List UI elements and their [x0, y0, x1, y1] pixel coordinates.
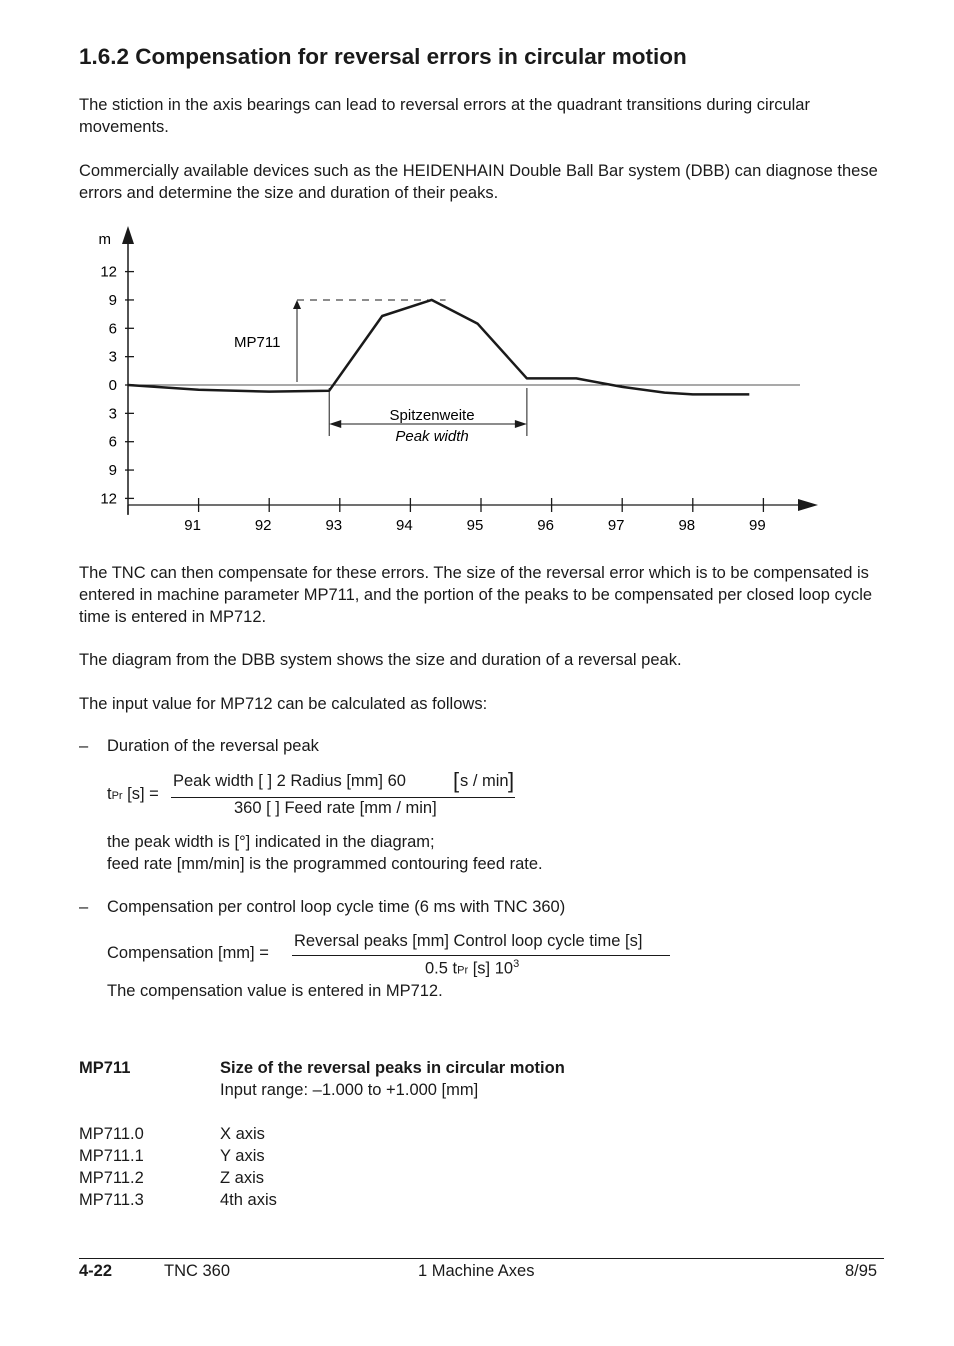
y-tick-label: 3	[108, 405, 117, 423]
x-tick-label: 98	[678, 517, 696, 534]
bullet-dash: –	[79, 898, 89, 916]
body-paragraph-5: The input value for MP712 can be calculated as follows:	[79, 695, 488, 713]
x-tick-label: 94	[396, 517, 413, 534]
peak-width-label-en: Peak width	[395, 428, 469, 445]
bullet-dash: –	[79, 737, 89, 755]
formula1-fraction-line	[171, 797, 515, 798]
peak-width-label-de: Spitzenweite	[389, 407, 475, 424]
reversal-error-line	[128, 300, 749, 395]
x-tick-label: 97	[607, 517, 625, 534]
formula2-lhs: Compensation [mm] =	[107, 944, 269, 962]
note-peak-width: the peak width is [°] indicated in the diagram;	[107, 833, 435, 851]
peak-width-arrow-right	[515, 420, 527, 428]
formula2-fraction-line	[292, 955, 670, 956]
reversal-peak-chart	[0, 0, 954, 560]
y-tick-label: 9	[108, 462, 117, 480]
footer-model: TNC 360	[164, 1262, 231, 1280]
formula1-denominator: 360 [ ] Feed rate [mm / min]	[234, 799, 437, 817]
formula1-lhs: tPr [s] =	[107, 785, 159, 803]
param-axis: Y axis	[220, 1147, 265, 1165]
mp711-annotation-label: MP711	[234, 334, 281, 351]
bullet-duration: Duration of the reversal peak	[107, 737, 319, 755]
y-tick-label: 3	[108, 348, 117, 366]
param-subcode: MP711.1	[79, 1147, 144, 1165]
param-axis: X axis	[220, 1125, 265, 1143]
intro-paragraph-1: The stiction in the axis bearings can lead to reversal errors at the quadrant transitions during circular movements.	[79, 96, 810, 136]
x-tick-label: 99	[749, 517, 766, 534]
footer-date: 8/95	[845, 1262, 878, 1280]
y-axis-arrow	[122, 226, 134, 244]
param-axis: 4th axis	[220, 1191, 277, 1209]
formula2-numerator: Reversal peaks [mm] Control loop cycle time [s]	[294, 932, 643, 950]
note-feed-rate: feed rate [mm/min] is the programmed contouring feed rate.	[107, 855, 543, 873]
param-subcode: MP711.3	[79, 1191, 144, 1209]
bracket-left: [	[453, 768, 460, 793]
footer-page-number: 4-22	[79, 1262, 113, 1280]
section-heading: 1.6.2 Compensation for reversal errors in circular motion	[79, 44, 687, 69]
x-tick-label: 96	[537, 517, 554, 534]
param-title: Size of the reversal peaks in circular motion	[220, 1059, 565, 1077]
formula1-numerator-bracket: s / min	[460, 772, 509, 790]
param-code: MP711	[79, 1059, 131, 1077]
y-tick-label: 9	[108, 291, 117, 309]
bracket-right: ]	[508, 768, 515, 793]
footer-chapter: 1 Machine Axes	[418, 1262, 535, 1280]
compensation-note: The compensation value is entered in MP712.	[107, 982, 443, 1000]
x-tick-label: 92	[254, 517, 272, 534]
param-subcode: MP711.2	[79, 1169, 144, 1187]
param-axis: Z axis	[220, 1169, 265, 1187]
y-unit-label: m	[98, 231, 111, 248]
formula2-denominator: 0.5 tPr [s] $10^3$	[425, 958, 520, 978]
body-paragraph-4: The diagram from the DBB system shows the size and duration of a reversal peak.	[79, 651, 682, 669]
y-tick-label: 6	[108, 320, 117, 338]
x-axis-arrow	[798, 499, 818, 511]
y-tick-label: 0	[108, 377, 117, 394]
y-tick-label: 6	[108, 433, 117, 451]
x-tick-label: 93	[325, 517, 343, 534]
intro-paragraph-2: Commercially available devices such as the HEIDENHAIN Double Ball Bar system (DBB) can diagnose these errors and determine the size and duration of their peaks.	[79, 162, 878, 202]
mp711-arrow-head	[293, 300, 301, 309]
y-tick-label: 12	[100, 263, 117, 281]
footer-rule	[79, 1258, 884, 1259]
formula1-numerator: Peak width [ ] 2 Radius [mm] 60	[173, 772, 406, 790]
param-subcode: MP711.0	[79, 1125, 144, 1143]
peak-width-arrow-left	[329, 420, 341, 428]
body-paragraph-3: The TNC can then compensate for these errors. The size of the reversal error which is to be compensated is entered in machine parameter MP711, and the portion of the peaks to be compensated per closed loop cycle time is entered in MP712.	[79, 564, 873, 626]
bullet-compensation: Compensation per control loop cycle time (6 ms with TNC 360)	[107, 898, 566, 916]
param-input-range: Input range: –1.000 to +1.000 [mm]	[220, 1081, 479, 1099]
x-tick-label: 91	[184, 517, 201, 534]
x-tick-label: 95	[466, 517, 484, 534]
y-tick-label: 12	[100, 490, 117, 508]
